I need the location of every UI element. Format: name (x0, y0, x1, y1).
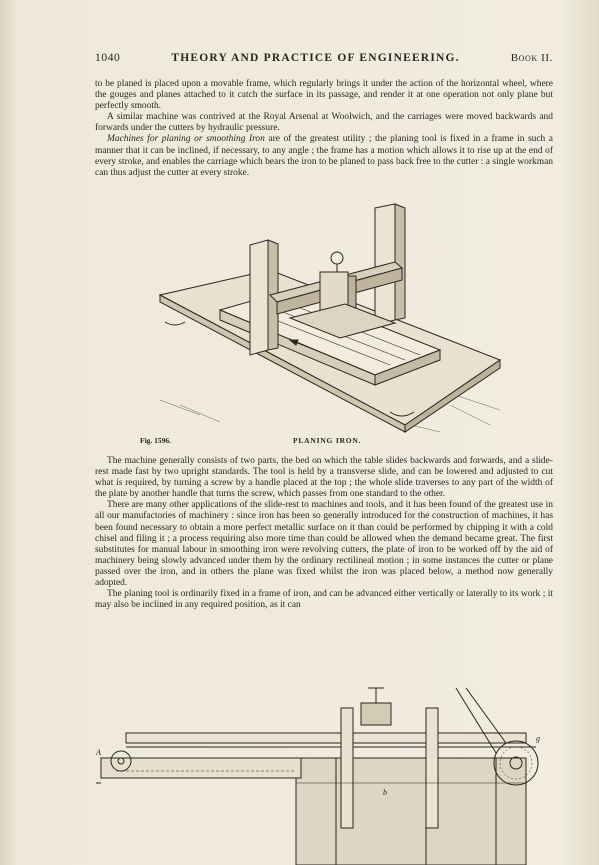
book-label: Book II. (510, 52, 553, 64)
running-title: THEORY AND PRACTICE OF ENGINEERING. (171, 52, 460, 64)
paragraph: to be planed is placed upon a movable frame, which regularly brings it under the action of the horizontal wheel, where the gouges and planes attached to it catch the surface in its passage, and render it at one operation not only plane but perfectly smooth. (95, 79, 553, 112)
running-header (95, 52, 553, 64)
paragraph: There are many other applications of the slide-rest to machines and tools, and it has been found of the greatest use in all our manufactories of machinery : since iron has been so generally introduced for the construction of machines, it has been found necessary to obtain a more perfect metallic surface on it than could be performed by chipping it with a cold chisel and filing it ; a process requiring also more time than could be allowed when the demand became great. The first substitutes for manual labour in smoothing iron were revolving cutters, the plate of iron to be worked off by the aid of machinery being slowly advanced under them by the ordinary rectilineal motion ; in some instances the cutter or plane passed over the iron, and in others the plane was fixed whilst the iron was placed below, a method now generally adopted. (95, 500, 553, 589)
paragraph: The planing tool is ordinarily fixed in a frame of iron, and can be advanced either vertically or laterally to its work ; it may also be inclined in any required position, as it can (95, 589, 553, 611)
label-g: g (536, 734, 540, 743)
text-block-bottom (95, 456, 553, 611)
planing-machine-elevation-illustration (96, 683, 546, 865)
paragraph-rest: are of the greatest utility ; the planing tool is fixed in a frame in such a manner that it can be inclined, if necessary, to any angle ; the frame has a motion which allows it to rise up at the end of every stroke, and enables the carriage which bears the iron to be planed to pass back free to the cutter : a single workman can thus adjust the cutter at every stroke. (95, 134, 553, 178)
text-block-top (95, 79, 553, 179)
page-number: 1040 (95, 52, 121, 64)
figure-number: Fig. 1596. (140, 436, 172, 445)
paragraph-planing (95, 134, 553, 178)
label-b: b (383, 788, 387, 797)
paragraph: A similar machine was contrived at the Royal Arsenal at Woolwich, and the carriages were moved backwards and forwards under the cutters by hydraulic pressure. (95, 112, 553, 134)
figure-title: PLANING IRON. (293, 436, 362, 445)
paragraph: The machine generally consists of two parts, the bed on which the table slides backwards and forwards, and a slide-rest made fast by two upright standards. The tool is held by a transverse slide, and can be lowered and adjusted to cut what is required, by turning a screw by a handle placed at the top ; the whole slide traverses to any part of the width of the plate by another handle that turns the screw, which passes from one standard to the other. (95, 456, 553, 500)
label-a: A (96, 748, 101, 757)
planing-iron-illustration (140, 200, 510, 435)
figure-caption (140, 436, 520, 448)
paragraph-lead: Machines for planing or smoothing Iron (107, 134, 265, 145)
